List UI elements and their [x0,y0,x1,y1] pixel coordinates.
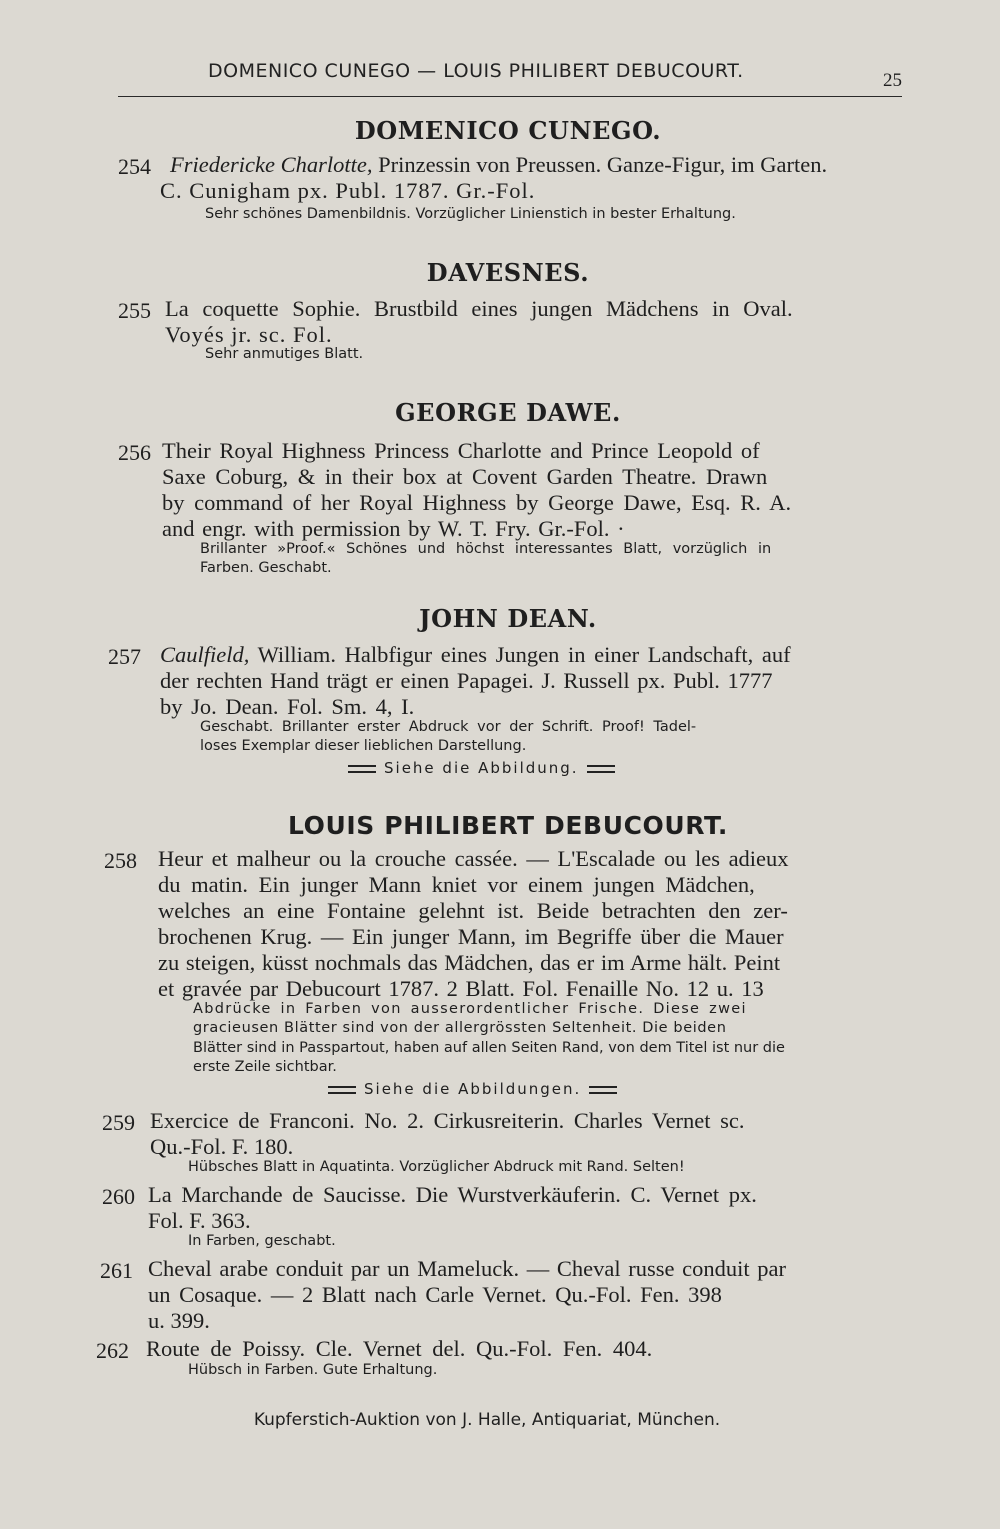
figure-reference [320,1080,625,1098]
entry-note: Geschabt. Brillanter erster Abdruck vor der Schrift. Proof! Tadel- [200,719,697,735]
lot-number: 254 [118,154,151,179]
section-title-dawe: GEORGE DAWE. [395,398,621,427]
entry-line: Cheval arabe conduit par un Mameluck. — Cheval russe conduit par [148,1256,786,1281]
section-title-dean: JOHN DEAN. [419,604,597,633]
entry-line: brochenen Krug. — Ein junger Mann, im Begriffe über die Mauer [158,924,784,949]
running-head [118,58,902,97]
section-title-debucourt: LOUIS PHILIBERT DEBUCOURT. [288,811,728,840]
entry-line: Their Royal Highness Princess Charlotte and Prince Leopold of [162,438,760,463]
entry-note: Sehr anmutiges Blatt. [205,346,364,362]
entry-line: Saxe Coburg, & in their box at Covent Garden Theatre. Drawn [162,464,768,489]
entry-note: Blätter sind in Passpartout, haben auf allen Seiten Rand, von dem Titel ist nur die [193,1040,785,1056]
entry-note: loses Exemplar dieser lieblichen Darstellung. [200,738,527,754]
entry-line: u. 399. [148,1308,210,1333]
lot-number: 259 [102,1110,135,1135]
page-footer: Kupferstich-Auktion von J. Halle, Antiquariat, München. [253,1410,721,1430]
lot-number: 260 [102,1184,135,1209]
lot-number: 258 [104,848,137,873]
entry-note: Brillanter »Proof.« Schönes und höchst interessantes Blatt, vorzüglich in [200,541,772,557]
entry-line: and engr. with permission by W. T. Fry. Gr.-Fol. · [162,516,625,541]
entry-line: Caulfield, William. Halbfigur eines Jungen in einer Landschaft, auf [160,642,791,667]
entry-line: by command of her Royal Highness by George Dawe, Esq. R. A. [162,490,792,515]
lot-number: 256 [118,440,151,465]
entry-note: Sehr schönes Damenbildnis. Vorzüglicher Linienstich in bester Erhaltung. [205,206,736,222]
section-title-davesnes: DAVESNES. [426,258,590,287]
figure-reference [340,759,623,777]
entry-note: Hübsch in Farben. Gute Erhaltung. [188,1362,438,1378]
entry-line: La coquette Sophie. Brustbild eines jungen Mädchens in Oval. [165,296,793,321]
entry-line: Fol. F. 363. [148,1208,251,1233]
entry-line: et gravée par Debucourt 1787. 2 Blatt. Fol. Fenaille No. 12 u. 13 [158,976,764,1001]
reference-text: Siehe die Abbildung. [384,759,579,777]
entry-note: In Farben, geschabt. [188,1233,336,1249]
entry-line: La Marchande de Saucisse. Die Wurstverkäuferin. C. Vernet px. [148,1182,757,1207]
lot-number: 261 [100,1258,133,1283]
lot-number: 257 [108,644,141,669]
section-title-cunego: DOMENICO CUNEGO. [354,116,662,145]
entry-note: erste Zeile sichtbar. [193,1059,337,1075]
entry-line: Qu.-Fol. F. 180. [150,1134,294,1159]
entry-line: Voyés jr. sc. Fol. [165,322,333,347]
page-number: 25 [883,70,902,91]
entry-note: Abdrücke in Farben von ausserordentlicher Frische. Diese zwei [193,1001,747,1017]
entry-line: zu steigen, küsst nochmals das Mädchen, das er im Arme hält. Peint [158,950,781,975]
entry-note: Hübsches Blatt in Aquatinta. Vorzüglicher Abdruck mit Rand. Selten! [188,1159,685,1175]
reference-mark-icon [589,1086,617,1094]
entry-line: welches an eine Fontaine gelehnt ist. Beide betrachten den zer- [158,898,788,923]
entry-line: un Cosaque. — 2 Blatt nach Carle Vernet. Qu.-Fol. Fen. 398 [148,1282,722,1307]
entry-note: Farben. Geschabt. [200,560,332,576]
reference-text: Siehe die Abbildungen. [364,1080,582,1098]
entry-line: Heur et malheur ou la crouche cassée. — L'Escalade ou les adieux [158,846,789,871]
entry-italic-lead: Friedericke Charlotte, [170,152,373,177]
entry-line: du matin. Ein junger Mann kniet vor einem jungen Mädchen, [158,872,755,897]
entry-line: C. Cunigham px. Publ. 1787. Gr.-Fol. [160,178,536,203]
lot-number: 262 [96,1338,129,1363]
entry-line: Friedericke Charlotte, Prinzessin von Preussen. Ganze-Figur, im Garten. [170,152,828,177]
reference-mark-icon [328,1086,356,1094]
entry-line: Route de Poissy. Cle. Vernet del. Qu.-Fol. Fen. 404. [146,1336,653,1361]
entry-note: gracieusen Blätter sind von der allergrössten Seltenheit. Die beiden [193,1020,727,1036]
lot-number: 255 [118,298,151,323]
entry-line: der rechten Hand trägt er einen Papagei. J. Russell px. Publ. 1777 [160,668,773,693]
running-title: DOMENICO CUNEGO — LOUIS PHILIBERT DEBUCOURT. [208,60,744,82]
entry-line: by Jo. Dean. Fol. Sm. 4, I. [160,694,415,719]
reference-mark-icon [587,765,615,773]
reference-mark-icon [348,765,376,773]
entry-italic-lead: Caulfield, [160,642,250,667]
entry-line: Exercice de Franconi. No. 2. Cirkusreiterin. Charles Vernet sc. [150,1108,745,1133]
